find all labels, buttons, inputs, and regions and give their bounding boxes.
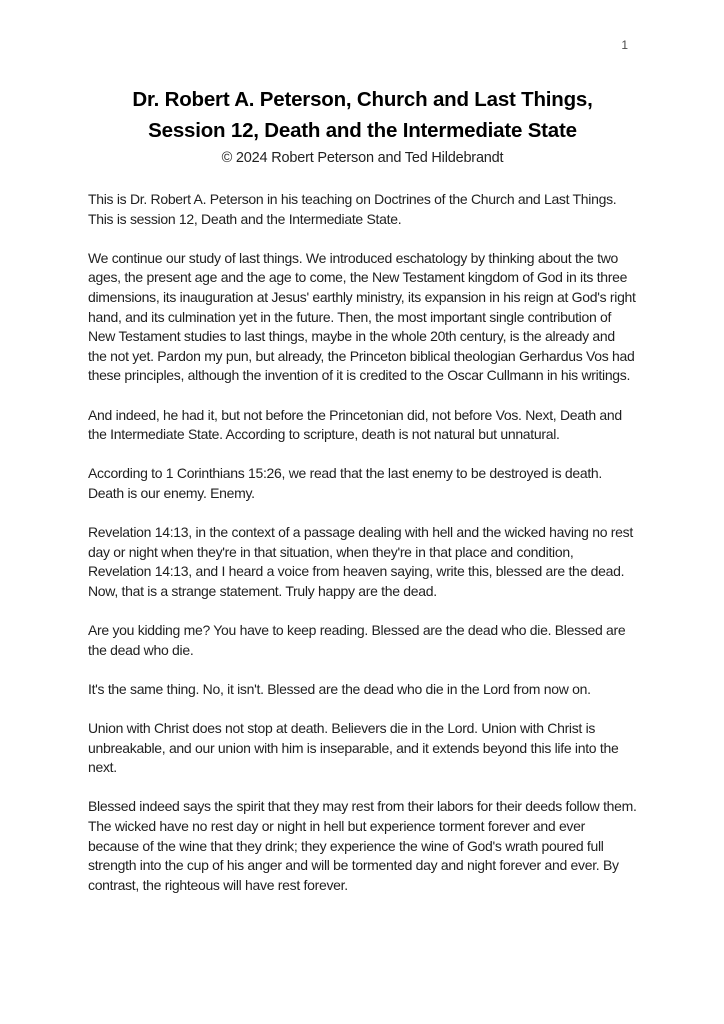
paragraph: According to 1 Corinthians 15:26, we read that the last enemy to be destroyed is death. Death is our enemy. Enemy. xyxy=(88,465,603,501)
title-line-1: Dr. Robert A. Peterson, Church and Last Things, xyxy=(132,88,593,111)
paragraph: Revelation 14:13, in the context of a passage dealing with hell and the wicked having no rest day or night when they're in that situation, when they're in that place and condition, Revelation 14:13, and I heard a voice from heaven saying, write this, blessed are the dead. Now, that is a strange statement. Truly happy are the dead. xyxy=(88,524,633,599)
paragraph: And indeed, he had it, but not before the Princetonian did, not before Vos. Next, Death and the Intermediate State. According to scripture, death is not natural but unnatural. xyxy=(88,406,622,443)
document-body xyxy=(88,190,637,895)
paragraph: Union with Christ does not stop at death. Believers die in the Lord. Union with Christ is unbreakable, and our union with him is inseparable, and it extends beyond this life into the next. xyxy=(88,720,619,776)
paragraph: It's the same thing. No, it isn't. Blessed are the dead who die in the Lord from now on. xyxy=(88,680,591,697)
document-title xyxy=(88,84,637,146)
title-line-2: Session 12, Death and the Intermediate State xyxy=(148,119,577,142)
paragraph: Blessed indeed says the spirit that they may rest from their labors for their deeds follow them. The wicked have no rest day or night in hell but experience torment forever and ever because of the wine that they drink; they experience the wine of God's wrath poured full strength into the cup of his anger and will be tormented day and night forever and ever. By contrast, the righteous will have rest forever. xyxy=(88,798,637,893)
paragraph: Are you kidding me? You have to keep reading. Blessed are the dead who die. Blessed are the dead who die. xyxy=(88,622,626,658)
page-number: 1 xyxy=(621,38,628,52)
paragraph: This is Dr. Robert A. Peterson in his teaching on Doctrines of the Church and Last Things. This is session 12, Death and the Intermediate State. xyxy=(88,191,617,227)
copyright-line: © 2024 Robert Peterson and Ted Hildebrandt xyxy=(221,150,504,166)
paragraph: We continue our study of last things. We introduced eschatology by thinking about the two ages, the present age and the age to come, the New Testament kingdom of God in its three dimensions, its inauguration at Jesus' earthly ministry, its expansion in his reign at God's right hand, and its culmination yet in the future. Then, the most important single contribution of New Testament studies to last things, maybe in the whole 20th century, is the already and the not yet. Pardon my pun, but already, the Princeton biblical theologian Gerhardus Vos had these principles, although the invention of it is credited to the Oscar Cullmann in his writings. xyxy=(88,249,636,384)
